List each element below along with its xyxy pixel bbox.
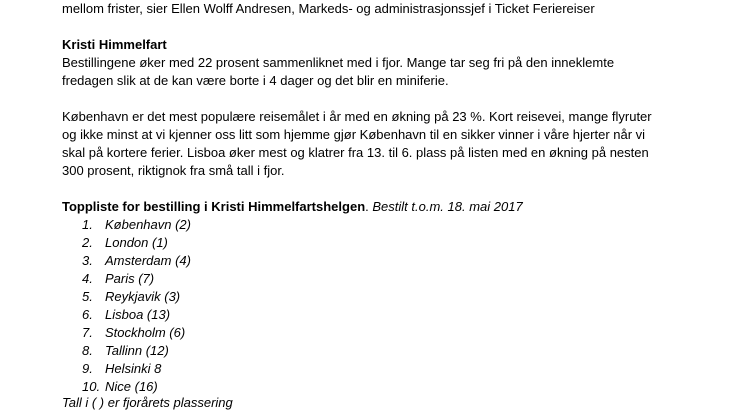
list-item-text: London (1) xyxy=(105,235,168,250)
list-item xyxy=(62,306,362,324)
list-item-number: 4. xyxy=(82,271,93,286)
list-item-number: 5. xyxy=(82,289,93,304)
list-item-number: 10. xyxy=(82,379,101,394)
list-item-text: Lisboa (13) xyxy=(105,307,171,322)
list-item-text: København (2) xyxy=(105,217,191,232)
list-item xyxy=(62,216,362,234)
toplist-title: Toppliste for bestilling i Kristi Himmelfartshelgen xyxy=(62,199,366,214)
list-item-text: Helsinki 8 xyxy=(105,361,162,376)
list-item-text: Tallinn (12) xyxy=(105,343,169,358)
list-item xyxy=(62,342,362,360)
list-item-number: 8. xyxy=(82,343,93,358)
paragraph-line: skal på kortere ferier. Lisboa øker mest og klatrer fra 13. til 6. plass på listen med en økning på nesten xyxy=(62,145,649,160)
list-item-text: Stockholm (6) xyxy=(105,325,186,340)
list-item-number: 6. xyxy=(82,307,93,322)
toplist-title-separator: . xyxy=(365,199,369,214)
list-item-text: Amsterdam (4) xyxy=(105,253,191,268)
list-item-text: Nice (16) xyxy=(105,379,158,394)
toplist-footnote: Tall i ( ) er fjorårets plassering xyxy=(62,395,233,410)
paragraph-line: fredagen slik at de kan være borte i 4 dager og det blir en miniferie. xyxy=(62,73,449,88)
list-item xyxy=(62,324,362,342)
paragraph-line: Bestillingene øker med 22 prosent sammenliknet med i fjor. Mange tar seg fri på den inneklemte xyxy=(62,55,615,70)
list-item-number: 1. xyxy=(82,217,93,232)
toplist-subtitle: Bestilt t.o.m. 18. mai 2017 xyxy=(372,199,523,214)
list-item-number: 9. xyxy=(82,361,93,376)
list-item xyxy=(62,234,362,252)
section-heading: Kristi Himmelfart xyxy=(62,37,167,52)
list-item-number: 7. xyxy=(82,325,93,340)
paragraph-line: og ikke minst at vi kjenner oss litt som hjemme gjør København til en sikker vinner i våre hjerter når vi xyxy=(62,127,646,142)
intro-line: mellom frister, sier Ellen Wolff Andresen, Markeds- og administrasjonssjef i Ticket Feriereiser xyxy=(62,1,595,16)
list-item xyxy=(62,360,362,378)
list-item xyxy=(62,270,362,288)
list-item-number: 3. xyxy=(82,253,93,268)
list-item-text: Reykjavik (3) xyxy=(105,289,181,304)
paragraph-line: København er det mest populære reisemålet i år med en økning på 23 %. Kort reisevei, mange flyruter xyxy=(62,109,652,124)
toplist-heading xyxy=(62,198,523,216)
list-item xyxy=(62,288,362,306)
list-item-text: Paris (7) xyxy=(105,271,155,286)
list-item xyxy=(62,252,362,270)
list-item-number: 2. xyxy=(82,235,93,250)
paragraph-line: 300 prosent, riktignok fra små tall i fjor. xyxy=(62,163,285,178)
